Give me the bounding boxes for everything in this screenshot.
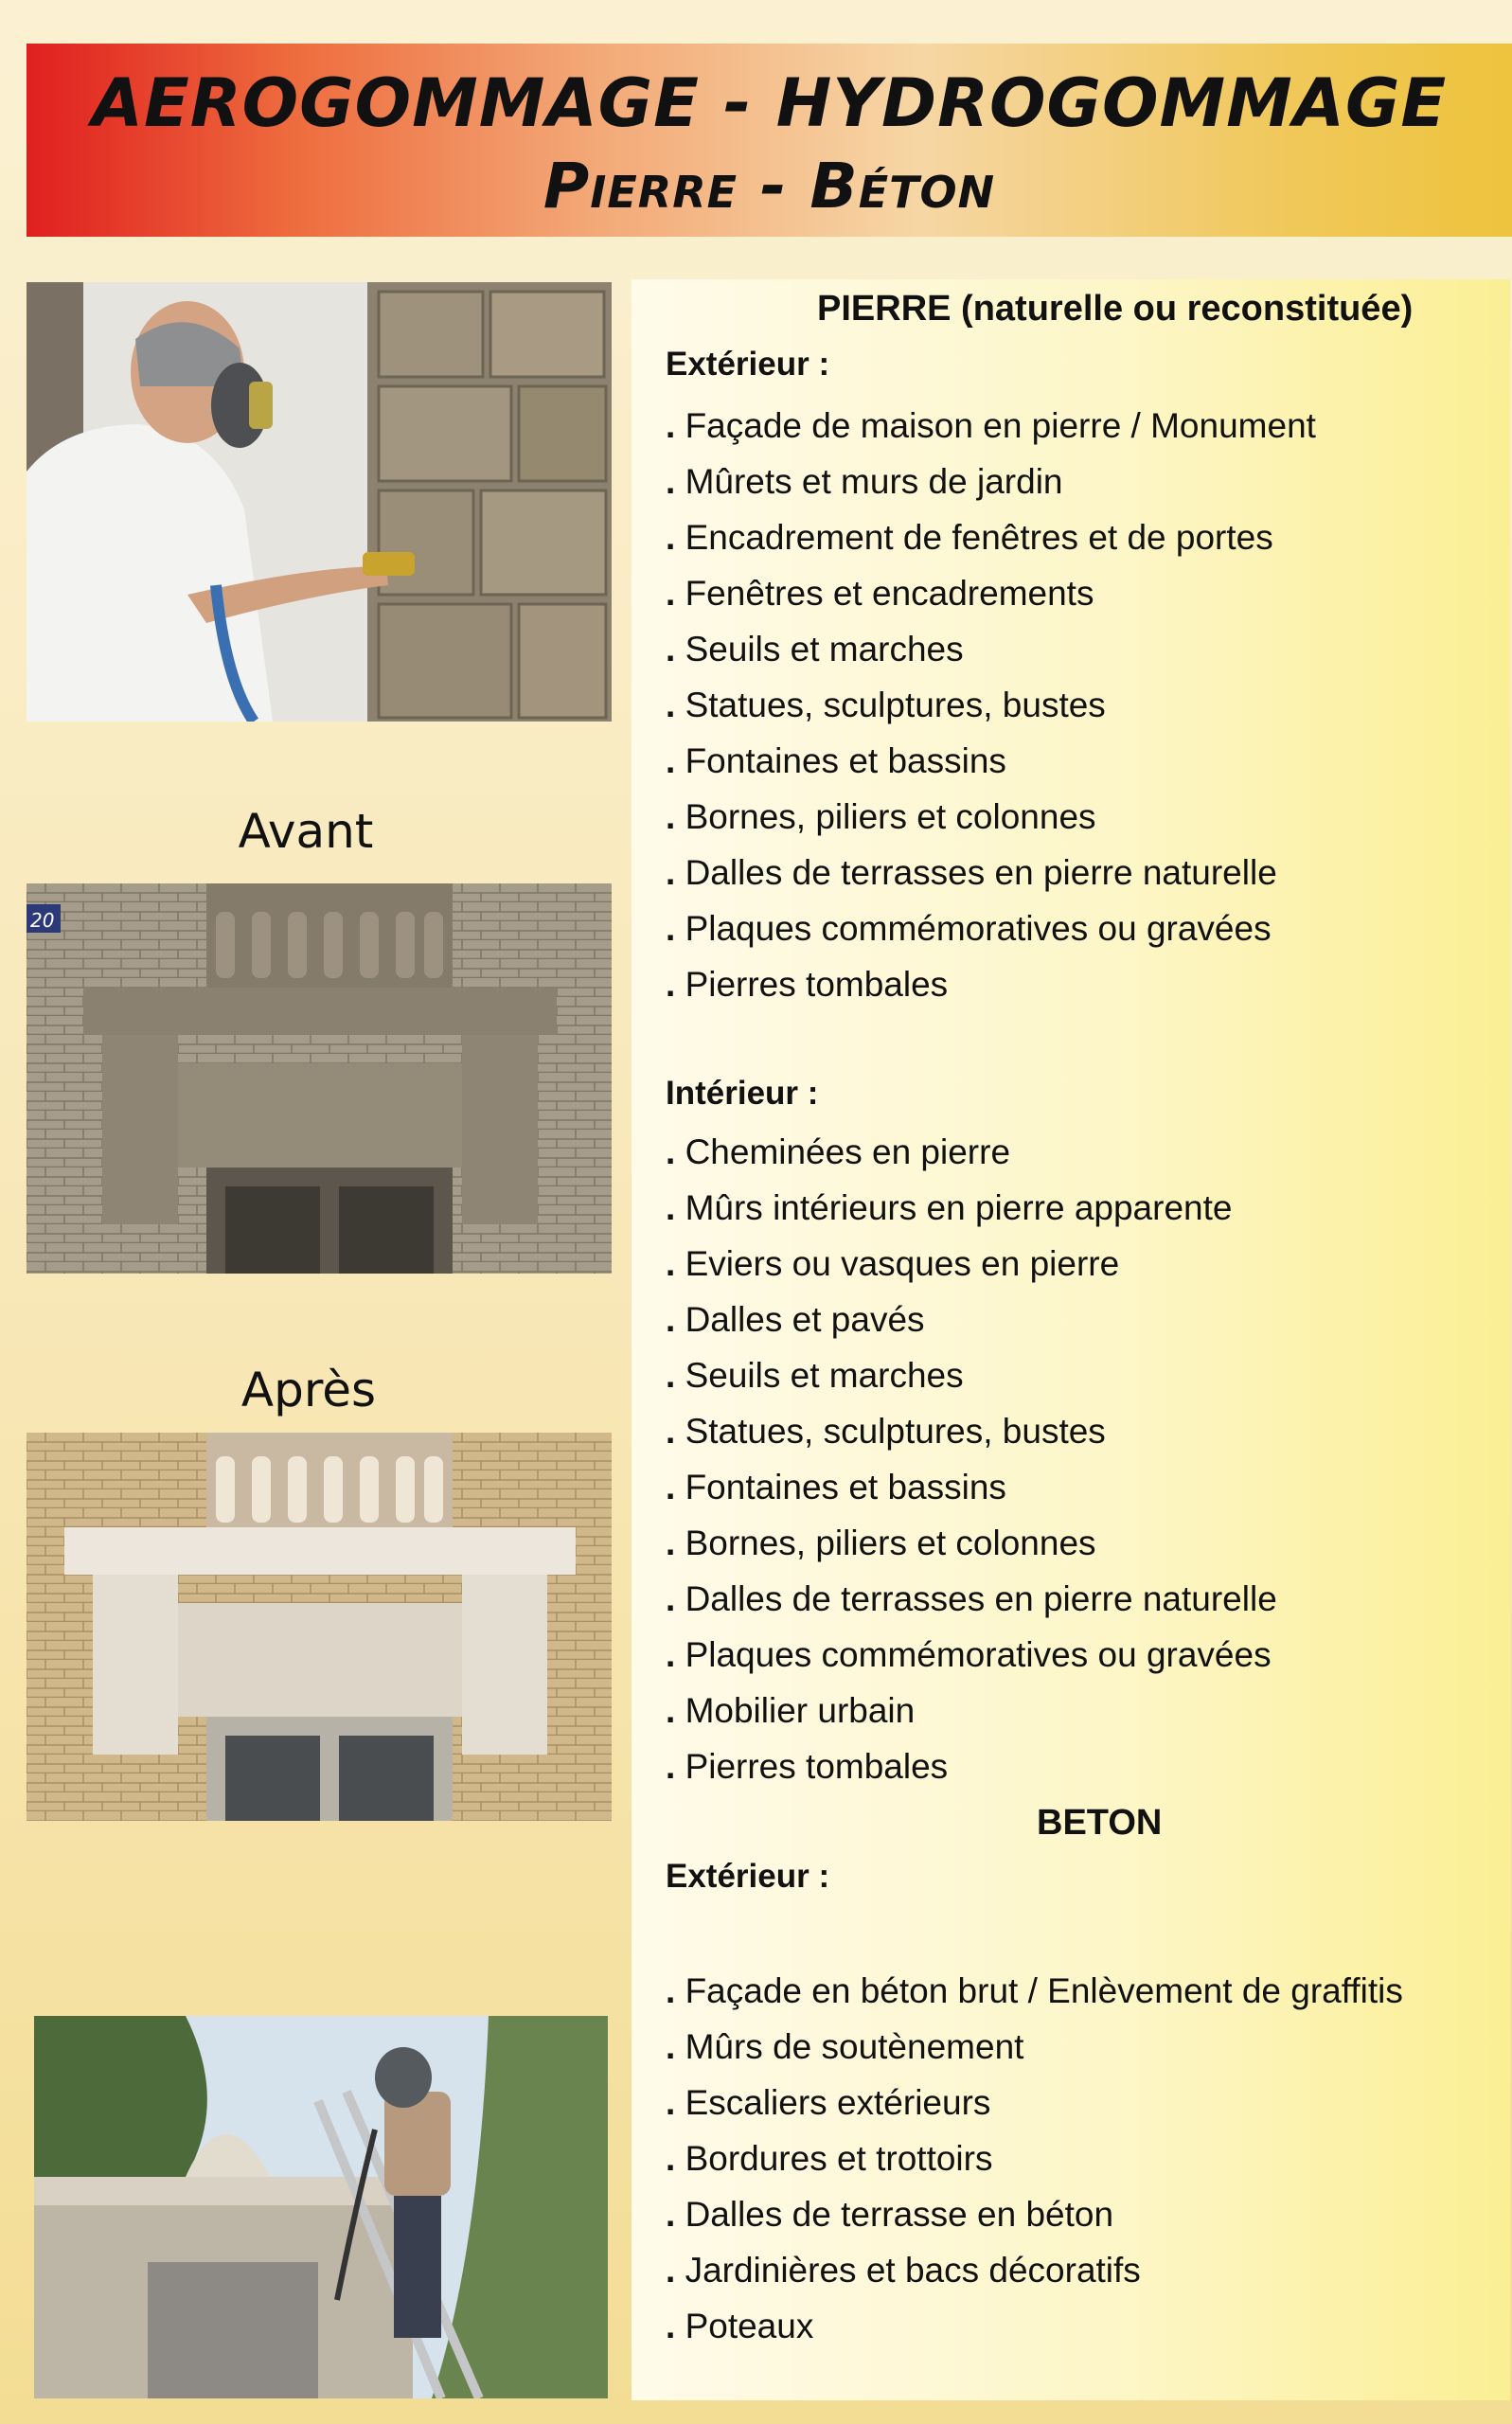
list-item: . Façade de maison en pierre / Monument [666, 398, 1316, 454]
list-item: . Cheminées en pierre [666, 1124, 1277, 1180]
pierre-interieur-list [666, 1124, 1277, 1794]
photo-worker-stone-wall [27, 282, 612, 722]
list-item: . Pierres tombales [666, 1738, 1277, 1794]
photo-after [27, 1433, 612, 1821]
list-item: . Seuils et marches [666, 1347, 1277, 1403]
list-item: . Mûrs de soutènement [666, 2019, 1403, 2075]
house-number: 20 [30, 909, 55, 932]
list-item: . Escaliers extérieurs [666, 2075, 1403, 2130]
list-item: . Poteaux [666, 2298, 1403, 2354]
header-subtitle: Pierre - Béton [543, 150, 996, 223]
photo-worker-ladder [34, 2016, 608, 2398]
list-item: . Dalles de terrasse en béton [666, 2186, 1403, 2242]
list-item: . Pierres tombales [666, 956, 1316, 1012]
list-item: . Mûrs intérieurs en pierre apparente [666, 1180, 1277, 1236]
header-banner [27, 44, 1512, 237]
list-item: . Mobilier urbain [666, 1683, 1277, 1738]
list-item: . Dalles de terrasses en pierre naturelle [666, 845, 1316, 900]
list-item: . Dalles et pavés [666, 1292, 1277, 1347]
beton-title: BETON [1037, 1803, 1163, 1843]
list-item: . Fenêtres et encadrements [666, 565, 1316, 621]
pierre-title: PIERRE (naturelle ou reconstituée) [817, 289, 1414, 329]
list-item: . Bornes, piliers et colonnes [666, 1515, 1277, 1571]
header-title: AEROGOMMAGE - HYDROGOMMAGE [91, 64, 1448, 142]
list-item: . Façade en béton brut / Enlèvement de graffitis [666, 1963, 1403, 2019]
list-item: . Eviers ou vasques en pierre [666, 1236, 1277, 1292]
pierre-interieur-label: Intérieur : [666, 1075, 819, 1112]
list-item: . Statues, sculptures, bustes [666, 1403, 1277, 1459]
pierre-exterieur-list [666, 398, 1316, 1012]
pierre-exterieur-label: Extérieur : [666, 346, 830, 383]
list-item: . Fontaines et bassins [666, 733, 1316, 789]
list-item: . Bornes, piliers et colonnes [666, 789, 1316, 845]
beton-exterieur-label: Extérieur : [666, 1858, 830, 1895]
list-item: . Plaques commémoratives ou gravées [666, 1627, 1277, 1683]
list-item: . Seuils et marches [666, 621, 1316, 677]
list-item: . Dalles de terrasses en pierre naturelle [666, 1571, 1277, 1627]
caption-before: Avant [238, 804, 374, 859]
services-panel [631, 279, 1510, 2400]
list-item: . Fontaines et bassins [666, 1459, 1277, 1515]
list-item: . Bordures et trottoirs [666, 2130, 1403, 2186]
list-item: . Mûrets et murs de jardin [666, 454, 1316, 509]
list-item: . Encadrement de fenêtres et de portes [666, 509, 1316, 565]
list-item: . Statues, sculptures, bustes [666, 677, 1316, 733]
list-item: . Jardinières et bacs décoratifs [666, 2242, 1403, 2298]
caption-after: Après [240, 1363, 377, 1417]
beton-exterieur-list [666, 1963, 1403, 2354]
list-item: . Plaques commémoratives ou gravées [666, 900, 1316, 956]
photo-before [27, 883, 612, 1274]
